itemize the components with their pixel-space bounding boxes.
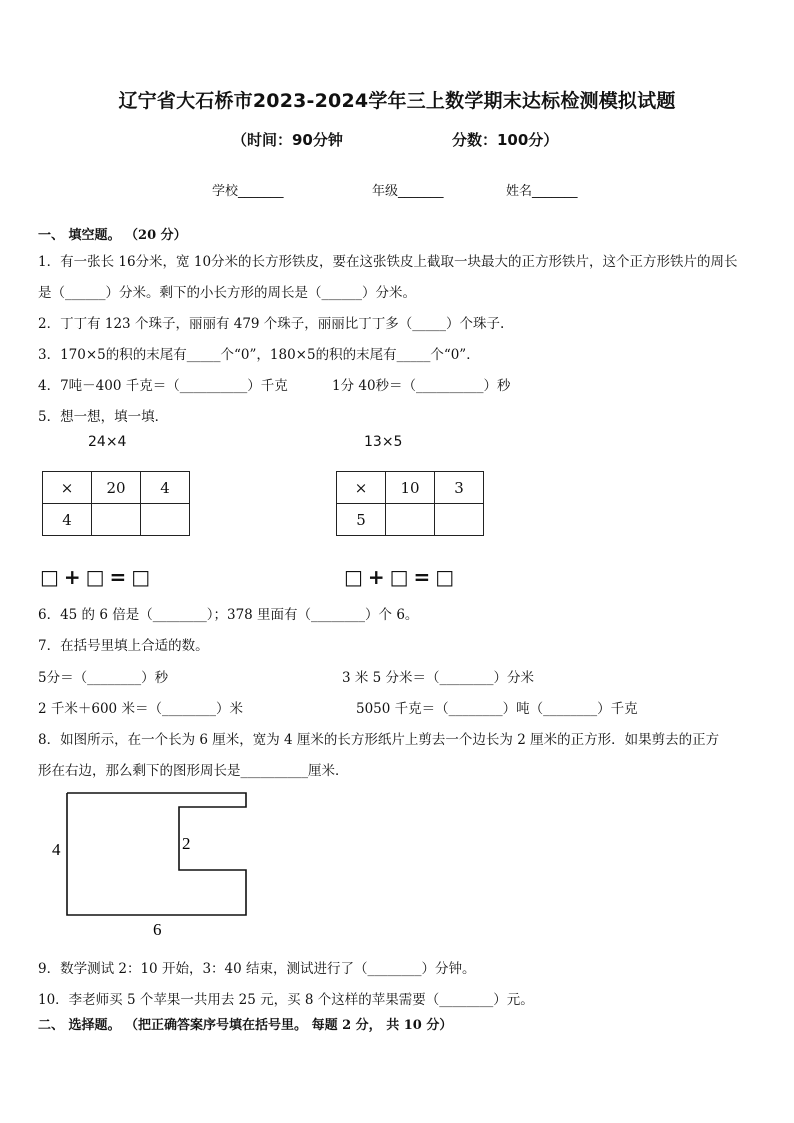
question-8-line2: 形在右边，那么剩下的图形周长是__________厘米．: [38, 763, 349, 779]
table-cell: 3: [435, 472, 484, 504]
section1-heading: 一、 填空题。 （20 分）: [38, 228, 187, 243]
table-cell: 10: [386, 472, 435, 504]
section2-heading: 二、 选择题。 （把正确答案序号填在括号里。 每题 2 分， 共 10 分）: [38, 1018, 453, 1033]
school-field: 学校_______: [212, 184, 284, 199]
figure-label-cut: 2: [182, 834, 191, 853]
table-cell: [435, 504, 484, 536]
q5-left-expression: 24×4: [88, 434, 127, 450]
q5-right-table: [336, 471, 484, 536]
q5-left-equation: □+□=□: [40, 565, 156, 589]
page-title: 辽宁省大石桥市2023-2024学年三上数学期末达标检测模拟试题: [118, 90, 676, 112]
q8-figure: [40, 785, 280, 945]
name-field: 姓名_______: [506, 184, 578, 199]
q5-left-table: [42, 471, 190, 536]
table-cell: [386, 504, 435, 536]
question-3: 3．170×5的积的末尾有_____个“0”，180×5的积的末尾有_____个“0”．: [38, 347, 480, 363]
question-10: 10．李老师买 5 个苹果一共用去 25 元，买 8 个这样的苹果需要（________）元。: [38, 992, 534, 1008]
question-7: 7．在括号里填上合适的数。: [38, 638, 209, 654]
question-1-line1: 1．有一张长 16分米，宽 10分米的长方形铁皮，要在这张铁皮上截取一块最大的正方形铁片，这个正方形铁片的周长: [38, 254, 738, 270]
table-cell: 5: [337, 504, 386, 536]
question-2: 2．丁丁有 123 个珠子，丽丽有 479 个珠子，丽丽比丁丁多（_____）个珠子.: [38, 316, 505, 332]
question-7b: 3 米 5 分米＝（________）分米: [342, 670, 535, 686]
question-9: 9．数学测试 2：10 开始，3：40 结束，测试进行了（________）分钟。: [38, 961, 476, 977]
figure-label-height: 4: [52, 840, 61, 859]
question-4b: 1分 40秒＝（__________）秒: [332, 378, 511, 394]
table-cell: 4: [43, 504, 92, 536]
question-7a: 5分＝（________）秒: [38, 670, 169, 686]
question-7c: 2 千米＋600 米＝（________）米: [38, 701, 243, 717]
question-4a: 4．7吨－400 千克＝（__________）千克: [38, 378, 288, 394]
grade-field: 年级_______: [372, 184, 444, 199]
table-cell: 20: [92, 472, 141, 504]
question-1-line2: 是（______）分米。剩下的小长方形的周长是（______）分米。: [38, 285, 416, 301]
table-cell: [141, 504, 190, 536]
cut-rectangle-outline: [67, 793, 246, 915]
question-6: 6．45 的 6 倍是（________）；378 里面有（________）个 6。: [38, 607, 419, 623]
question-8-line1: 8．如图所示，在一个长为 6 厘米，宽为 4 厘米的长方形纸片上剪去一个边长为 2 厘米的正方形．如果剪去的正方: [38, 732, 720, 748]
q5-right-equation: □+□=□: [344, 565, 460, 589]
table-cell: [92, 504, 141, 536]
table-cell: 4: [141, 472, 190, 504]
exam-time: （时间：90分钟: [232, 131, 343, 149]
question-5: 5．想一想，填一填．: [38, 409, 169, 425]
q5-right-expression: 13×5: [364, 434, 403, 450]
table-cell: ×: [337, 472, 386, 504]
figure-label-width: 6: [153, 920, 162, 939]
exam-score: 分数：100分）: [452, 131, 559, 149]
question-7d: 5050 千克＝（________）吨（________）千克: [356, 701, 638, 717]
table-cell: ×: [43, 472, 92, 504]
